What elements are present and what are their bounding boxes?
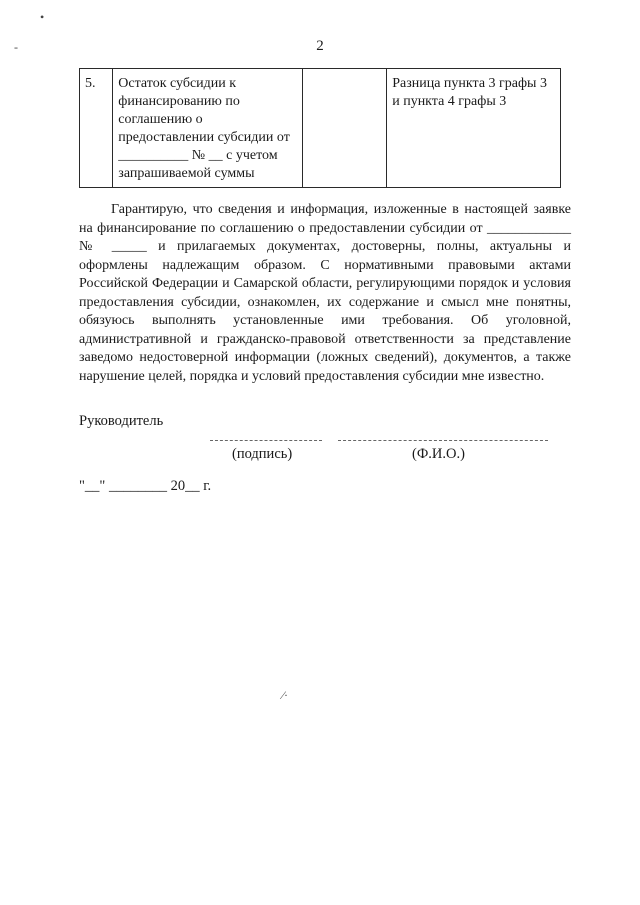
scan-mark: •: [40, 10, 45, 24]
subsidy-table: [79, 68, 561, 188]
signature-caption: (подпись): [232, 446, 293, 462]
signature-line: [210, 440, 322, 441]
row-value: [303, 69, 387, 188]
name-caption: (Ф.И.О.): [412, 446, 465, 462]
scan-mark: ⁄·: [282, 688, 288, 702]
scan-mark: -: [14, 40, 18, 54]
row-note: Разница пункта 3 графы 3 и пункта 4 графы 3: [387, 69, 561, 188]
row-description: Остаток субсидии к финансированию по соглашению о предоставлении субсидии от __________ № __ с учетом запрашиваемой суммы: [113, 69, 303, 188]
name-line: [338, 440, 548, 441]
row-number: 5.: [80, 69, 113, 188]
signer-role: Руководитель: [79, 413, 164, 429]
date-line: "__" ________ 20__ г.: [79, 478, 212, 494]
guarantee-text: Гарантирую, что сведения и информация, изложенные в настоящей заявке на финансирование по соглашению о предоставлении субсидии от ____________ № _____ и прилагаемых документах, достоверны, полны, актуальны и оформлены надлежащим образом. С нормативными правовыми актами Российской Федерации и Самарской области, регулирующими порядок и условия предоставления субсидии, ознакомлен, их содержание и смысл мне понятны, обязуюсь выполнять установленные ими требования. Об уголовной, административной и гражданско-правовой ответственности за представление заведомо недостоверной информации (ложных сведений), документов, а также нарушение целей, порядка и условий предоставления субсидии мне известно.: [79, 202, 571, 384]
table-row: [80, 69, 561, 188]
page-number: 2: [316, 38, 324, 54]
guarantee-paragraph: [79, 201, 571, 386]
